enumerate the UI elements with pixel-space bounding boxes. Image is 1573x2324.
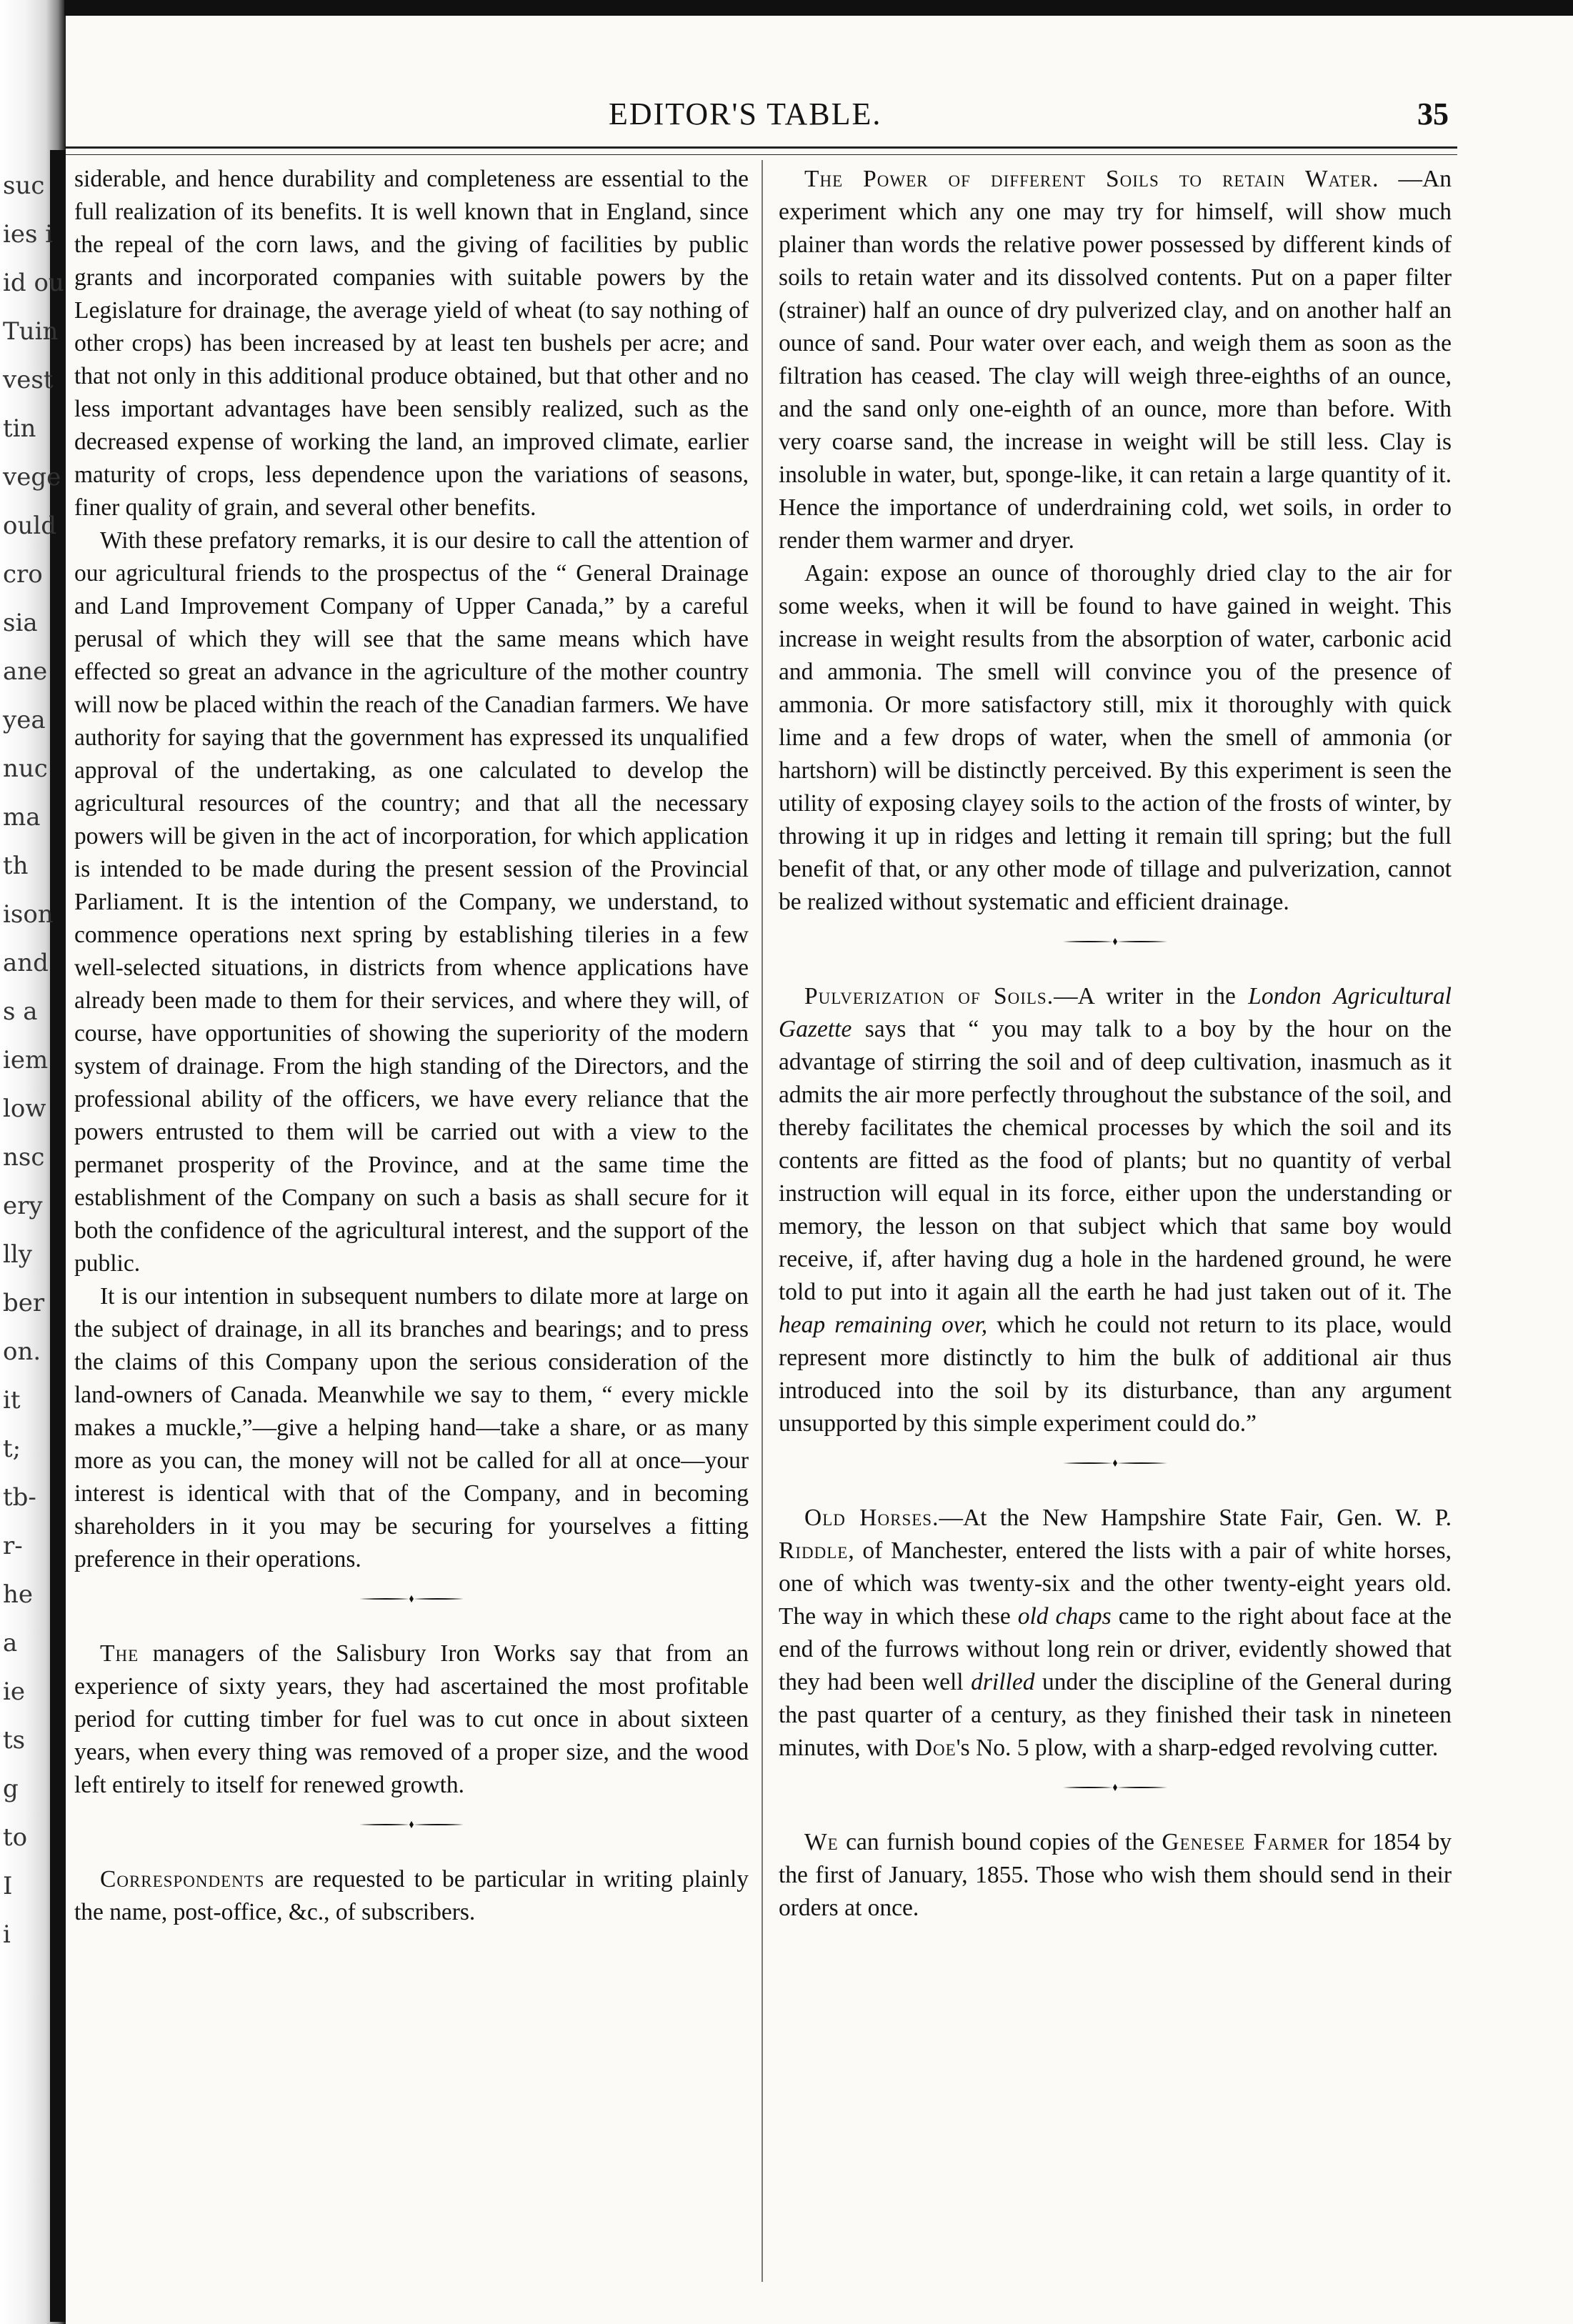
section-ornament [779, 1782, 1452, 1810]
binding-fragment: r- [3, 1532, 23, 1560]
section-ornament [74, 1593, 749, 1622]
old-horses-paragraph [779, 1502, 1452, 1765]
old-horses-text-4: under the discipline of the General during the past quarter of a century, as they finished their task in nineteen minutes, with [779, 1669, 1452, 1761]
binding-fragment: s a [3, 997, 38, 1026]
old-chaps-phrase: old chaps [1017, 1603, 1112, 1630]
pulverization-text-2: says that “ you may talk to a boy by the hour on the advantage of stirring the soil and of deep cultivation, inasmuch as it admits the air more perfectly throughout the substance of the soil, and thereby facilitates the chemical processes by which the soil and its contents are fitted as the food of plants; but no quantity of verbal instruction will equal in its force, either upon the understanding or memory, the lesson on that subject which that same boy would receive, if, after having dug a hole in the hardened ground, he were told to put into it again all the earth he had just taken out of it. The [779, 1016, 1452, 1305]
old-horses-text-1: —At the New Hampshire State Fair, Gen. W. P. [939, 1505, 1452, 1531]
iron-works-notice [74, 1637, 749, 1802]
binding-fragment: cro [3, 560, 43, 589]
binding-fragment: ery [3, 1192, 43, 1220]
binding-fragment: ie [3, 1677, 25, 1706]
heap-remaining-phrase: heap remaining over, [779, 1312, 988, 1338]
pulverization-text-1: —A writer in the [1054, 983, 1249, 1009]
page-number: 35 [1417, 96, 1449, 131]
binding-fragment: I [3, 1872, 13, 1900]
binding-fragment: g [3, 1775, 19, 1803]
scan-top-border [64, 0, 1573, 16]
water-paragraph-1 [779, 163, 1452, 557]
drilled-word: drilled [971, 1669, 1035, 1695]
binding-fragment: tin [3, 414, 36, 443]
gazette-title: London Agricultural Gazette [779, 983, 1452, 1042]
binding-fragment: th [3, 852, 29, 880]
binding-fragment: low [3, 1094, 46, 1123]
correspondents-notice [74, 1863, 749, 1929]
water-paragraph-2: Again: expose an ounce of thoroughly dried clay to the air for some weeks, when it will be found to have gained in weight. This increase in weight results from the absorption of water, carbonic acid and ammonia. The smell will convince you of the presence of ammonia. Or more satisfactory still, mix it thoroughly with quick lime and a few drops of water, when the smell of ammonia (or hartshorn) will be distinctly perceived. By this experiment is seen the utility of exposing clayey soils to the action of the frosts of winter, by throwing it up in ridges and letting it remain till spring; but the full benefit of that, or any other mode of tillage and pulverization, cannot be realized without systematic and efficient drainage. [779, 560, 1452, 915]
binding-fragment: suc [3, 171, 45, 200]
header-rule [66, 146, 1457, 155]
binding-fragment: he [3, 1580, 34, 1609]
binding-fragment: a [3, 1629, 18, 1657]
drainage-paragraph-1: siderable, and hence durability and completeness are essential to the full realization of its benefits. It is well known that in England, since the repeal of the corn laws, and the giving of facilities by public grants and incorporated companies with suitable powers by the Legislature for drainage, the average yield of wheat (to say nothing of other crops) has been increased by at least ten bushels per acre; and that not only in this additional produce obtained, but that other and no less important advantages have been sensibly realized, such as the decreased expense of working the land, an improved climate, earlier maturity of crops, less dependence upon the variations of seasons, finer quality of grain, and several other benefits. [74, 166, 749, 521]
binding-fragment: and [3, 949, 49, 977]
binding-fragment: ould [3, 512, 57, 540]
bound-copies-lead: We [804, 1829, 839, 1855]
binding-fragment: ma [3, 803, 41, 832]
section-ornament [74, 1819, 749, 1847]
binding-fragment: id ou [3, 269, 64, 297]
binding-fragment: Tuin [3, 317, 59, 346]
water-heading: The Power of different Soils to retain Water. [804, 166, 1379, 192]
binding-fragment: vest [3, 366, 54, 394]
binding-fragment: i [3, 1920, 11, 1949]
page-header [66, 84, 1457, 141]
binding-fragment: nsc [3, 1143, 45, 1172]
binding-fragment: tb- [3, 1483, 36, 1512]
section-ornament [779, 1457, 1452, 1486]
doe-name: Doe [914, 1735, 957, 1761]
old-horses-text-3: came to the right about face at the end of the furrows without long rein or driver, evidently showed that they had been well [779, 1603, 1452, 1695]
drainage-paragraph-3: It is our intention in subsequent numbers to dilate more at large on the subject of drainage, in all its branches and bearings; and to press the claims of this Company upon the serious consideration of the land-owners of Canada. Meanwhile we say to them, “ every mickle makes a muckle,”—give a helping hand—take a share, or as many more as you can, the money will not be called for all at once—your interest is identical with that of the Company, and in becoming shareholders in it you may be securing for yourselves a fitting preference in their operations. [74, 1283, 749, 1572]
binding-fragment: on. [3, 1337, 41, 1366]
binding-fragment: iem [3, 1046, 49, 1074]
bound-copies-notice [779, 1826, 1452, 1925]
pulverization-heading: Pulverization of Soils. [804, 983, 1054, 1009]
pulverization-text-3: which he could not return to its place, would represent more distinctly to him the bulk of additional air thus introduced into the soil by its disturbance, than any argument unsupported by this simple experiment could do.” [779, 1312, 1452, 1437]
binding-fragment: it [3, 1386, 21, 1415]
binding-fragment: ison [3, 900, 54, 929]
binding-fragment: sia [3, 609, 38, 637]
binding-fragment: to [3, 1823, 28, 1852]
drainage-paragraph-2: With these prefatory remarks, it is our desire to call the attention of our agricultural friends to the prospectus of the “ General Drainage and Land Improvement Company of Upper Canada,” by a careful perusal of which they will see that the same means which have effected so great an advance in the agriculture of the mother country will now be placed within the reach of the Canadian farmers. We have authority for saying that the government has expressed its unqualified approval of the undertaking, as one calculated to develop the agricultural resources of the country; and that all the necessary powers will be given in the act of incorporation, for which application is intended to be made during the present session of the Provincial Parliament. It is the intention of the Company, we understand, to commence operations next spring by establishing tileries in a few well-selected situations, in districts from whence applications have already been made to them for their services, and where they will, of course, have opportunities of showing the superiority of the modern system of drainage. From the high standing of the Directors, and the professional ability of the officers, we have every reliance that the powers entrusted to them will be carried out with a view to the permanet prosperity of the Province, and at the same time the establishment of the Company on such a basis as shall secure for it both the confidence of the agricultural interest, and the support of the public. [74, 527, 749, 1277]
binding-fragment: nuc [3, 754, 48, 783]
column-divider [761, 160, 763, 2282]
iron-works-lead: The [100, 1640, 139, 1667]
correspondents-lead: Correspondents [100, 1866, 265, 1892]
pulverization-paragraph [779, 980, 1452, 1440]
binding-fragment: ber [3, 1289, 45, 1317]
iron-works-body: managers of the Salisbury Iron Works say that from an experience of sixty years, they had ascertained the most profitable period for cutting timber for fuel was to cut once in about sixteen years, when every thing was removed of a proper size, and the wood left entirely to itself for renewed growth. [74, 1640, 749, 1798]
genesee-farmer-title: Genesee Farmer [1162, 1829, 1330, 1855]
binding-fragment: lly [3, 1240, 32, 1269]
right-column [779, 163, 1452, 1925]
bound-copies-text-1: can furnish bound copies of the [838, 1829, 1162, 1855]
left-column [74, 163, 749, 1929]
bound-copies-text-2: for 1854 by the first of January, 1855. Those who wish them should send in their orders at once. [779, 1829, 1452, 1921]
binding-fragment: ies i [3, 220, 54, 249]
riddle-name: Riddle [779, 1537, 849, 1564]
binding-fragment: t; [3, 1435, 21, 1463]
running-head: EDITOR'S TABLE. [609, 96, 882, 131]
water-text-1: —An experiment which any one may try for himself, will show much plainer than words the relative power possessed by different kinds of soils to retain water and its dissolved contents. Put on a paper filter (strainer) half an ounce of dry pulverized clay, and on another half an ounce of sand. Pour water over each, and weigh them as soon as the filtration has ceased. The clay will weigh three-eighths of an ounce, and the sand only one-eighth of an ounce, more than before. With very coarse sand, the increase in weight will be still less. Clay is insoluble in water, but, sponge-like, it can retain a large quantity of it. Hence the importance of underdraining cold, wet soils, in order to render them warmer and dryer. [779, 166, 1452, 554]
binding-fragment: vege [3, 463, 61, 492]
binding-fragment: ts [3, 1726, 26, 1755]
section-ornament [779, 936, 1452, 964]
old-horses-text-5: 's No. 5 plow, with a sharp-edged revolving cutter. [956, 1735, 1439, 1761]
binding-fragment: ane [3, 657, 48, 686]
old-horses-text-2: , of Manchester, entered the lists with a pair of white horses, one of which was twenty-six and the other twenty-eight years old. The way in which these [779, 1537, 1452, 1630]
correspondents-body: are requested to be particular in writing plainly the name, post-office, &c., of subscribers. [74, 1866, 749, 1925]
old-horses-heading: Old Horses. [804, 1505, 939, 1531]
binding-fragment: yea [3, 706, 46, 734]
